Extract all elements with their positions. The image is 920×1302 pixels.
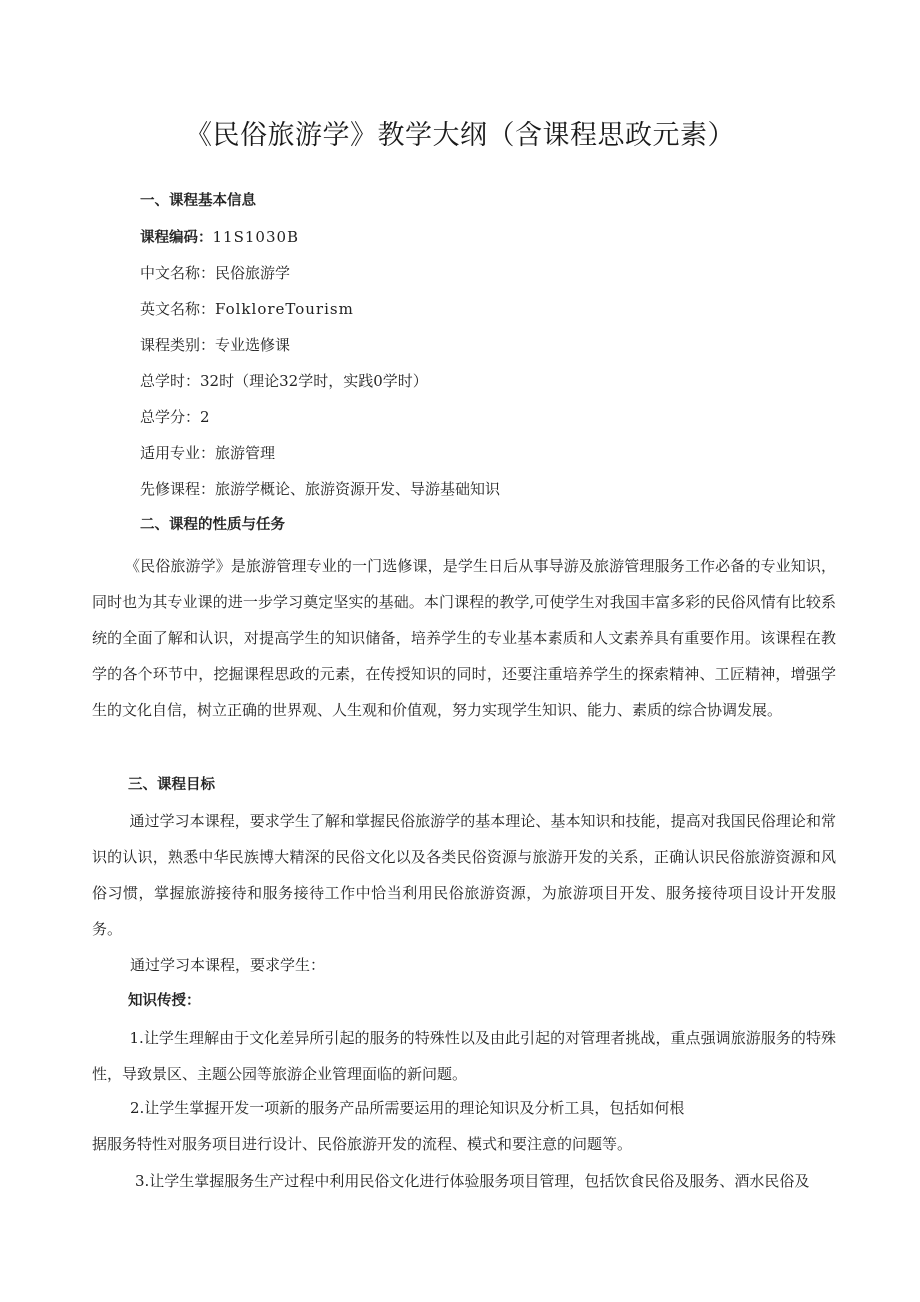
major-value: 旅游管理	[215, 444, 276, 462]
section-heading-basic-info: 一、课程基本信息	[140, 193, 256, 209]
cn-name-row	[140, 263, 290, 283]
category-value: 专业选修课	[215, 336, 291, 354]
knowledge-heading: 知识传授：	[128, 993, 201, 1009]
knowledge-item-3: 3.让学生掌握服务生产过程中利用民俗文化进行体验服务项目管理，包括饮食民俗及服务、酒水民俗及	[135, 1172, 810, 1190]
credits-row	[140, 407, 210, 427]
course-code-row	[140, 227, 299, 248]
hours-value: 32时（理论32学时，实践0学时）	[200, 372, 428, 390]
prereq-row	[140, 479, 500, 499]
course-code-label: 课程编码：	[140, 230, 213, 246]
category-label: 课程类别：	[140, 336, 216, 354]
major-row	[140, 443, 275, 463]
section-heading-goals: 三、课程目标	[128, 777, 215, 793]
category-row	[140, 335, 290, 355]
section-heading-nature: 二、课程的性质与任务	[140, 517, 285, 533]
hours-label: 总学时：	[140, 372, 201, 390]
goals-paragraph-1: 通过学习本课程，要求学生了解和掌握民俗旅游学的基本理论、基本知识和技能，提高对我国民俗理论和常识的认识，熟悉中华民族博大精深的民俗文化以及各类民俗资源与旅游开发的关系，正确认识民俗旅游资源和风俗习惯，掌握旅游接待和服务接待工作中恰当利用民俗旅游资源，为旅游项目开发、服务接待项目设计开发服务。	[92, 812, 836, 938]
prereq-label: 先修课程：	[140, 480, 216, 498]
major-label: 适用专业：	[140, 444, 216, 462]
document-title: 《民俗旅游学》教学大纲（含课程思政元素）	[185, 120, 735, 151]
hours-row	[140, 371, 428, 391]
credits-value: 2	[200, 408, 210, 426]
en-name-value: FolkloreTourism	[215, 300, 354, 318]
knowledge-item-2-line-1: 2.让学生掌握开发一项新的服务产品所需要运用的理论知识及分析工具，包括如何根	[130, 1099, 685, 1117]
knowledge-item-1: 1.让学生理解由于文化差异所引起的服务的特殊性以及由此引起的对管理者挑战，重点强调旅游服务的特殊性，导致景区、主题公园等旅游企业管理面临的新问题。	[92, 1029, 836, 1083]
en-name-row	[140, 299, 354, 319]
nature-paragraph: 《民俗旅游学》是旅游管理专业的一门选修课，是学生日后从事导游及旅游管理服务工作必备的专业知识，同时也为其专业课的进一步学习奠定坚实的基础。本门课程的教学,可使学生对我国丰富多彩的民俗风情有比较系统的全面了解和认识，对提高学生的知识储备，培养学生的专业基本素质和人文素养具有重要作用。该课程在教学的各个环节中，挖掘课程思政的元素，在传授知识的同时，还要注重培养学生的探索精神、工匠精神，增强学生的文化自信，树立正确的世界观、人生观和价值观，努力实现学生知识、能力、素质的综合协调发展。	[92, 557, 836, 719]
cn-name-value: 民俗旅游学	[215, 264, 291, 282]
prereq-value: 旅游学概论、旅游资源开发、导游基础知识	[215, 480, 501, 498]
course-code-value: 11S1030B	[212, 228, 300, 246]
goals-paragraph-2: 通过学习本课程，要求学生：	[130, 956, 326, 974]
cn-name-label: 中文名称：	[140, 264, 216, 282]
en-name-label: 英文名称：	[140, 300, 216, 318]
credits-label: 总学分：	[140, 408, 201, 426]
knowledge-item-2-line-2: 据服务特性对服务项目进行设计、民俗旅游开发的流程、模式和要注意的问题等。	[92, 1135, 633, 1153]
